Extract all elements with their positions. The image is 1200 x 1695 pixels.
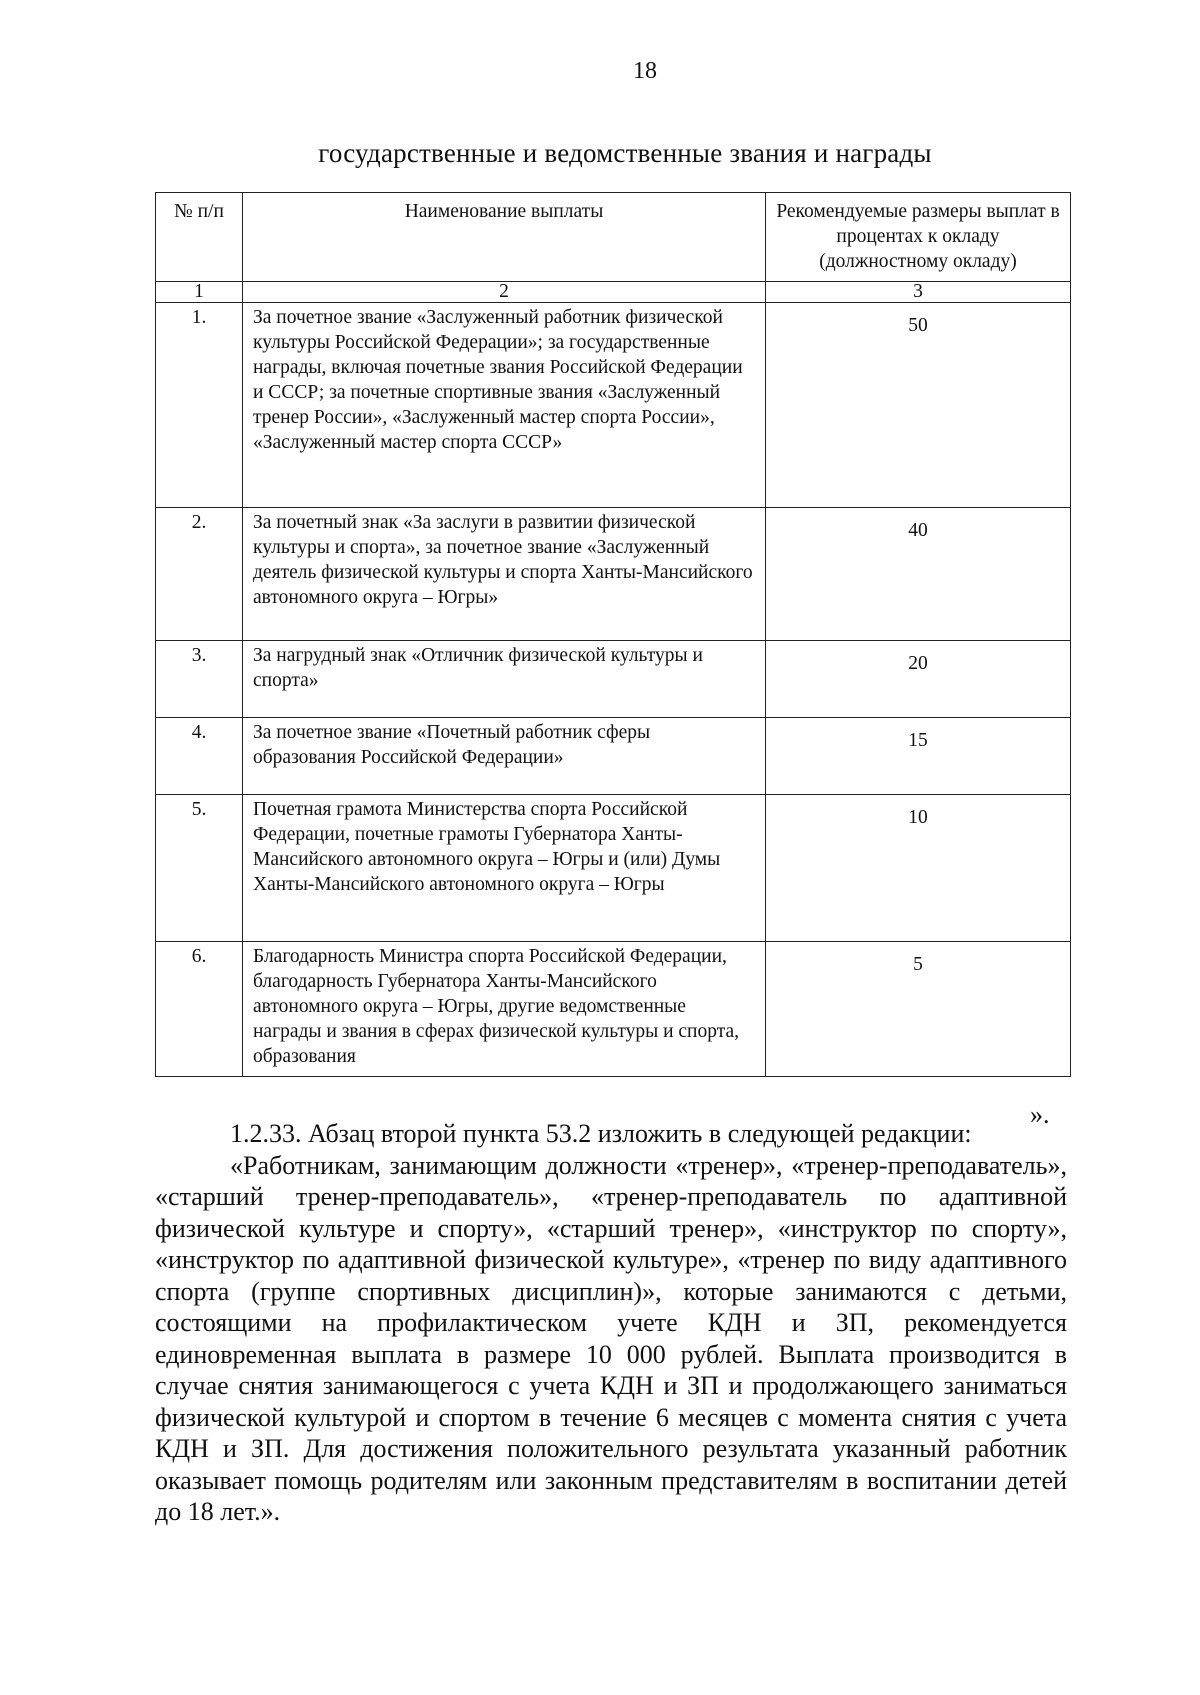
row-rate-value: 15: [766, 718, 1071, 795]
table-heading: государственные и ведомственные звания и награды: [318, 138, 932, 168]
row-payment-name: Почетная грамота Министерства спорта Российской Федерации, почетные грамоты Губернатора Ханты-Мансийского автономного округа – Югры и (или) Думы Ханты-Мансийского автономного округа – Югры: [243, 795, 766, 942]
row-payment-name: За нагрудный знак «Отличник физической культуры и спорта»: [243, 641, 766, 718]
payments-table: [155, 192, 1071, 1077]
table-row: [156, 718, 1071, 795]
column-index-2: 2: [243, 282, 766, 303]
row-rate-value: 50: [766, 303, 1071, 508]
row-number: 4.: [156, 718, 243, 795]
row-number: 6.: [156, 942, 243, 1077]
amendment-body: «Работникам, занимающим должности «тренер», «тренер-преподаватель», «старший тренер-преподаватель», «тренер-преподаватель по адаптивной физической культуре и спорту», «старший тренер», «инструктор по спорту», «инструктор по адаптивной физической культуре», «тренер по виду адаптивного спорта (группе спортивных дисциплин)», которые занимаются с детьми, состоящими на профилактическом учете КДН и ЗП, рекомендуется единовременная выплата в размере 10 000 рублей. Выплата производится в случае снятия занимающегося с учета КДН и ЗП и продолжающего заниматься физической культурой и спортом в течение 6 месяцев с момента снятия с учета КДН и ЗП. Для достижения положительного результата указанный работник оказывает помощь родителям или законным представителям в воспитании детей до 18 лет.».: [155, 1150, 1067, 1526]
row-payment-name: За почетный знак «За заслуги в развитии физической культуры и спорта», за почетное звание «Заслуженный деятель физической культуры и спорта Ханты-Мансийского автономного округа – Югры»: [243, 508, 766, 641]
row-rate-value: 40: [766, 508, 1071, 641]
column-index-1: 1: [156, 282, 243, 303]
closing-quote: ».: [1030, 1100, 1050, 1129]
row-rate-value: 10: [766, 795, 1071, 942]
row-number: 2.: [156, 508, 243, 641]
table-row: [156, 303, 1071, 508]
column-index-3: 3: [766, 282, 1071, 303]
table-row: [156, 795, 1071, 942]
row-payment-name: Благодарность Министра спорта Российской Федерации, благодарность Губернатора Ханты-Мансийского автономного округа – Югры, другие ведомственные награды и звания в сферах физической культуры и спорта, образования: [243, 942, 766, 1077]
row-payment-name: За почетное звание «Почетный работник сферы образования Российской Федерации»: [243, 718, 766, 795]
column-index-row: [156, 282, 1071, 303]
row-rate-value: 20: [766, 641, 1071, 718]
table-row: [156, 942, 1071, 1077]
row-number: 3.: [156, 641, 243, 718]
table-header-row: [156, 193, 1071, 282]
page-number: 18: [633, 58, 657, 84]
header-payment-name: Наименование выплаты: [243, 193, 766, 282]
amendment-heading: 1.2.33. Абзац второй пункта 53.2 изложить в следующей редакции:: [230, 1119, 972, 1148]
header-recommended-rate: Рекомендуемые размеры выплат в процентах к окладу (должностному окладу): [766, 193, 1071, 282]
header-number: № п/п: [156, 193, 243, 282]
table-row: [156, 641, 1071, 718]
row-number: 5.: [156, 795, 243, 942]
amendment-section: [155, 1118, 1067, 1528]
row-number: 1.: [156, 303, 243, 508]
row-rate-value: 5: [766, 942, 1071, 1077]
row-payment-name: За почетное звание «Заслуженный работник физической культуры Российской Федерации»; за государственные награды, включая почетные звания Российской Федерации и СССР; за почетные спортивные звания «Заслуженный тренер России», «Заслуженный мастер спорта России», «Заслуженный мастер спорта СССР»: [243, 303, 766, 508]
table-row: [156, 508, 1071, 641]
